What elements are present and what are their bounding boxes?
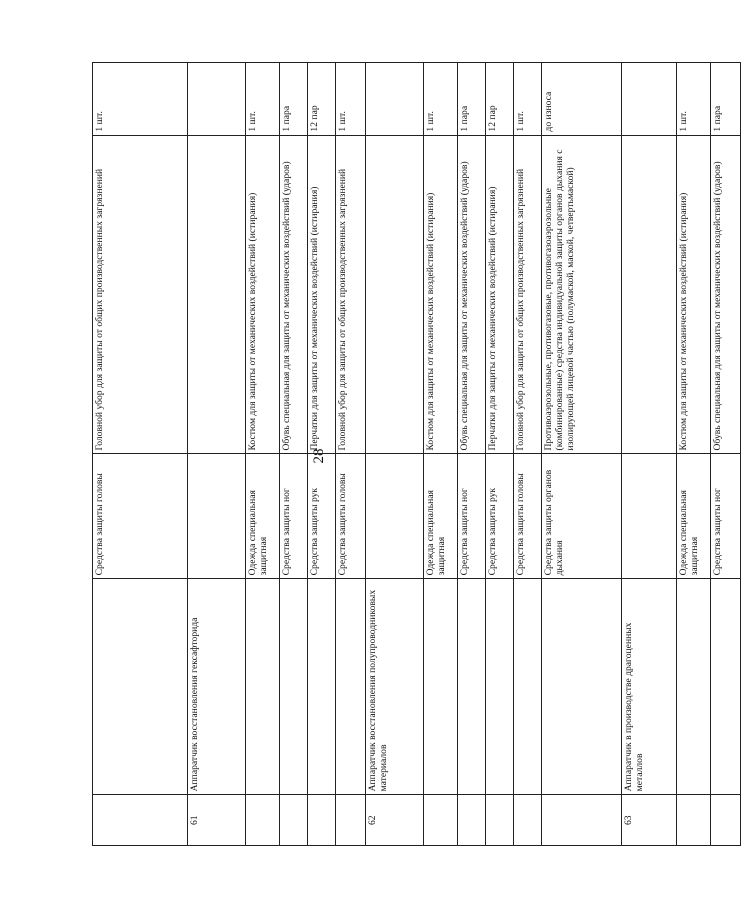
table-row <box>514 63 542 846</box>
profession-cell <box>458 579 486 795</box>
table-row <box>246 63 280 846</box>
table-row <box>336 63 366 846</box>
ppe-item-cell <box>188 135 246 454</box>
ppe-category-cell: Средства защиты органов дыхания <box>542 454 622 579</box>
issue-norm-cell <box>366 63 424 136</box>
ppe-item-cell: Обувь специальная для защиты от механических воздействий (ударов) <box>711 135 741 454</box>
profession-cell <box>246 579 280 795</box>
issue-norm-cell: 1 шт. <box>336 63 366 136</box>
row-number-cell <box>677 795 711 846</box>
row-number-cell <box>458 795 486 846</box>
table-row <box>188 63 246 846</box>
profession-cell <box>280 579 308 795</box>
ppe-item-cell: Перчатки для защиты от механических воздействий (истирания) <box>486 135 514 454</box>
profession-cell: Аппаратчик восстановления гексафторида <box>188 579 246 795</box>
table-row <box>280 63 308 846</box>
ppe-category-cell: Средства защиты головы <box>336 454 366 579</box>
table-row <box>711 63 741 846</box>
ppe-category-cell <box>188 454 246 579</box>
issue-norm-cell: 1 шт. <box>424 63 458 136</box>
profession-cell <box>308 579 336 795</box>
ppe-item-cell: Костюм для защиты от механических воздействий (истирания) <box>424 135 458 454</box>
ppe-category-cell: Средства защиты рук <box>486 454 514 579</box>
ppe-item-cell: Головной убор для защиты от общих производственных загрязнений <box>93 135 188 454</box>
profession-cell <box>711 579 741 795</box>
profession-cell <box>336 579 366 795</box>
issue-norm-cell: до износа <box>542 63 622 136</box>
profession-cell <box>514 579 542 795</box>
row-number-cell <box>246 795 280 846</box>
profession-cell <box>93 579 188 795</box>
ppe-category-cell: Средства защиты ног <box>458 454 486 579</box>
row-number-cell: 63 <box>622 795 677 846</box>
profession-cell <box>486 579 514 795</box>
issue-norm-cell: 1 шт. <box>246 63 280 136</box>
row-number-cell: 61 <box>188 795 246 846</box>
ppe-item-cell: Головной убор для защиты от общих производственных загрязнений <box>514 135 542 454</box>
ppe-item-cell: Головной убор для защиты от общих производственных загрязнений <box>336 135 366 454</box>
ppe-item-cell: Обувь специальная для защиты от механических воздействий (ударов) <box>280 135 308 454</box>
ppe-category-cell: Одежда специальная защитная <box>677 454 711 579</box>
ppe-item-cell: Противоаэрозольные, противогазовые, противогазоаэрозольные (комбинированные) средства индивидуальной защиты органов дыхания с изолирующей лицевой частью (полумаской, маской, четвертьмаской) <box>542 135 622 454</box>
ppe-item-cell <box>366 135 424 454</box>
row-number-cell <box>308 795 336 846</box>
page-number: 28 <box>311 448 327 464</box>
row-number-cell <box>542 795 622 846</box>
table-row <box>542 63 622 846</box>
ppe-category-cell: Средства защиты ног <box>280 454 308 579</box>
ppe-category-cell: Одежда специальная защитная <box>246 454 280 579</box>
ppe-item-cell <box>622 135 677 454</box>
ppe-category-cell: Одежда специальная защитная <box>424 454 458 579</box>
table-row <box>677 63 711 846</box>
ppe-category-cell: Средства защиты головы <box>93 454 188 579</box>
table-row <box>308 63 336 846</box>
table-row <box>458 63 486 846</box>
row-number-cell <box>93 795 188 846</box>
issue-norm-cell <box>188 63 246 136</box>
issue-norm-cell <box>622 63 677 136</box>
row-number-cell <box>514 795 542 846</box>
profession-cell: Аппаратчик в производстве драгоценных металлов <box>622 579 677 795</box>
ppe-item-cell: Костюм для защиты от механических воздействий (истирания) <box>677 135 711 454</box>
table-row <box>424 63 458 846</box>
ppe-category-cell: Средства защиты головы <box>514 454 542 579</box>
row-number-cell <box>424 795 458 846</box>
issue-norm-cell: 12 пар <box>486 63 514 136</box>
issue-norm-cell: 1 шт. <box>93 63 188 136</box>
issue-norm-cell: 1 шт. <box>677 63 711 136</box>
ppe-category-cell: Средства защиты рук <box>308 454 336 579</box>
ppe-table-container <box>92 62 723 846</box>
profession-cell: Аппаратчик восстановления полупроводниковых материалов <box>366 579 424 795</box>
profession-cell <box>542 579 622 795</box>
ppe-item-cell: Костюм для защиты от механических воздействий (истирания) <box>246 135 280 454</box>
ppe-item-cell: Перчатки для защиты от механических воздействий (истирания) <box>308 135 336 454</box>
issue-norm-cell: 1 шт. <box>514 63 542 136</box>
row-number-cell <box>486 795 514 846</box>
table-row <box>366 63 424 846</box>
row-number-cell <box>280 795 308 846</box>
ppe-category-cell: Средства защиты ног <box>711 454 741 579</box>
issue-norm-cell: 12 пар <box>308 63 336 136</box>
issue-norm-cell: 1 пара <box>711 63 741 136</box>
profession-cell <box>677 579 711 795</box>
row-number-cell: 62 <box>366 795 424 846</box>
table-row <box>622 63 677 846</box>
table-row <box>93 63 188 846</box>
row-number-cell <box>711 795 741 846</box>
ppe-norms-table <box>92 62 741 846</box>
ppe-category-cell <box>366 454 424 579</box>
issue-norm-cell: 1 пара <box>458 63 486 136</box>
issue-norm-cell: 1 пара <box>280 63 308 136</box>
ppe-category-cell <box>622 454 677 579</box>
ppe-item-cell: Обувь специальная для защиты от механических воздействий (ударов) <box>458 135 486 454</box>
table-row <box>486 63 514 846</box>
profession-cell <box>424 579 458 795</box>
row-number-cell <box>336 795 366 846</box>
